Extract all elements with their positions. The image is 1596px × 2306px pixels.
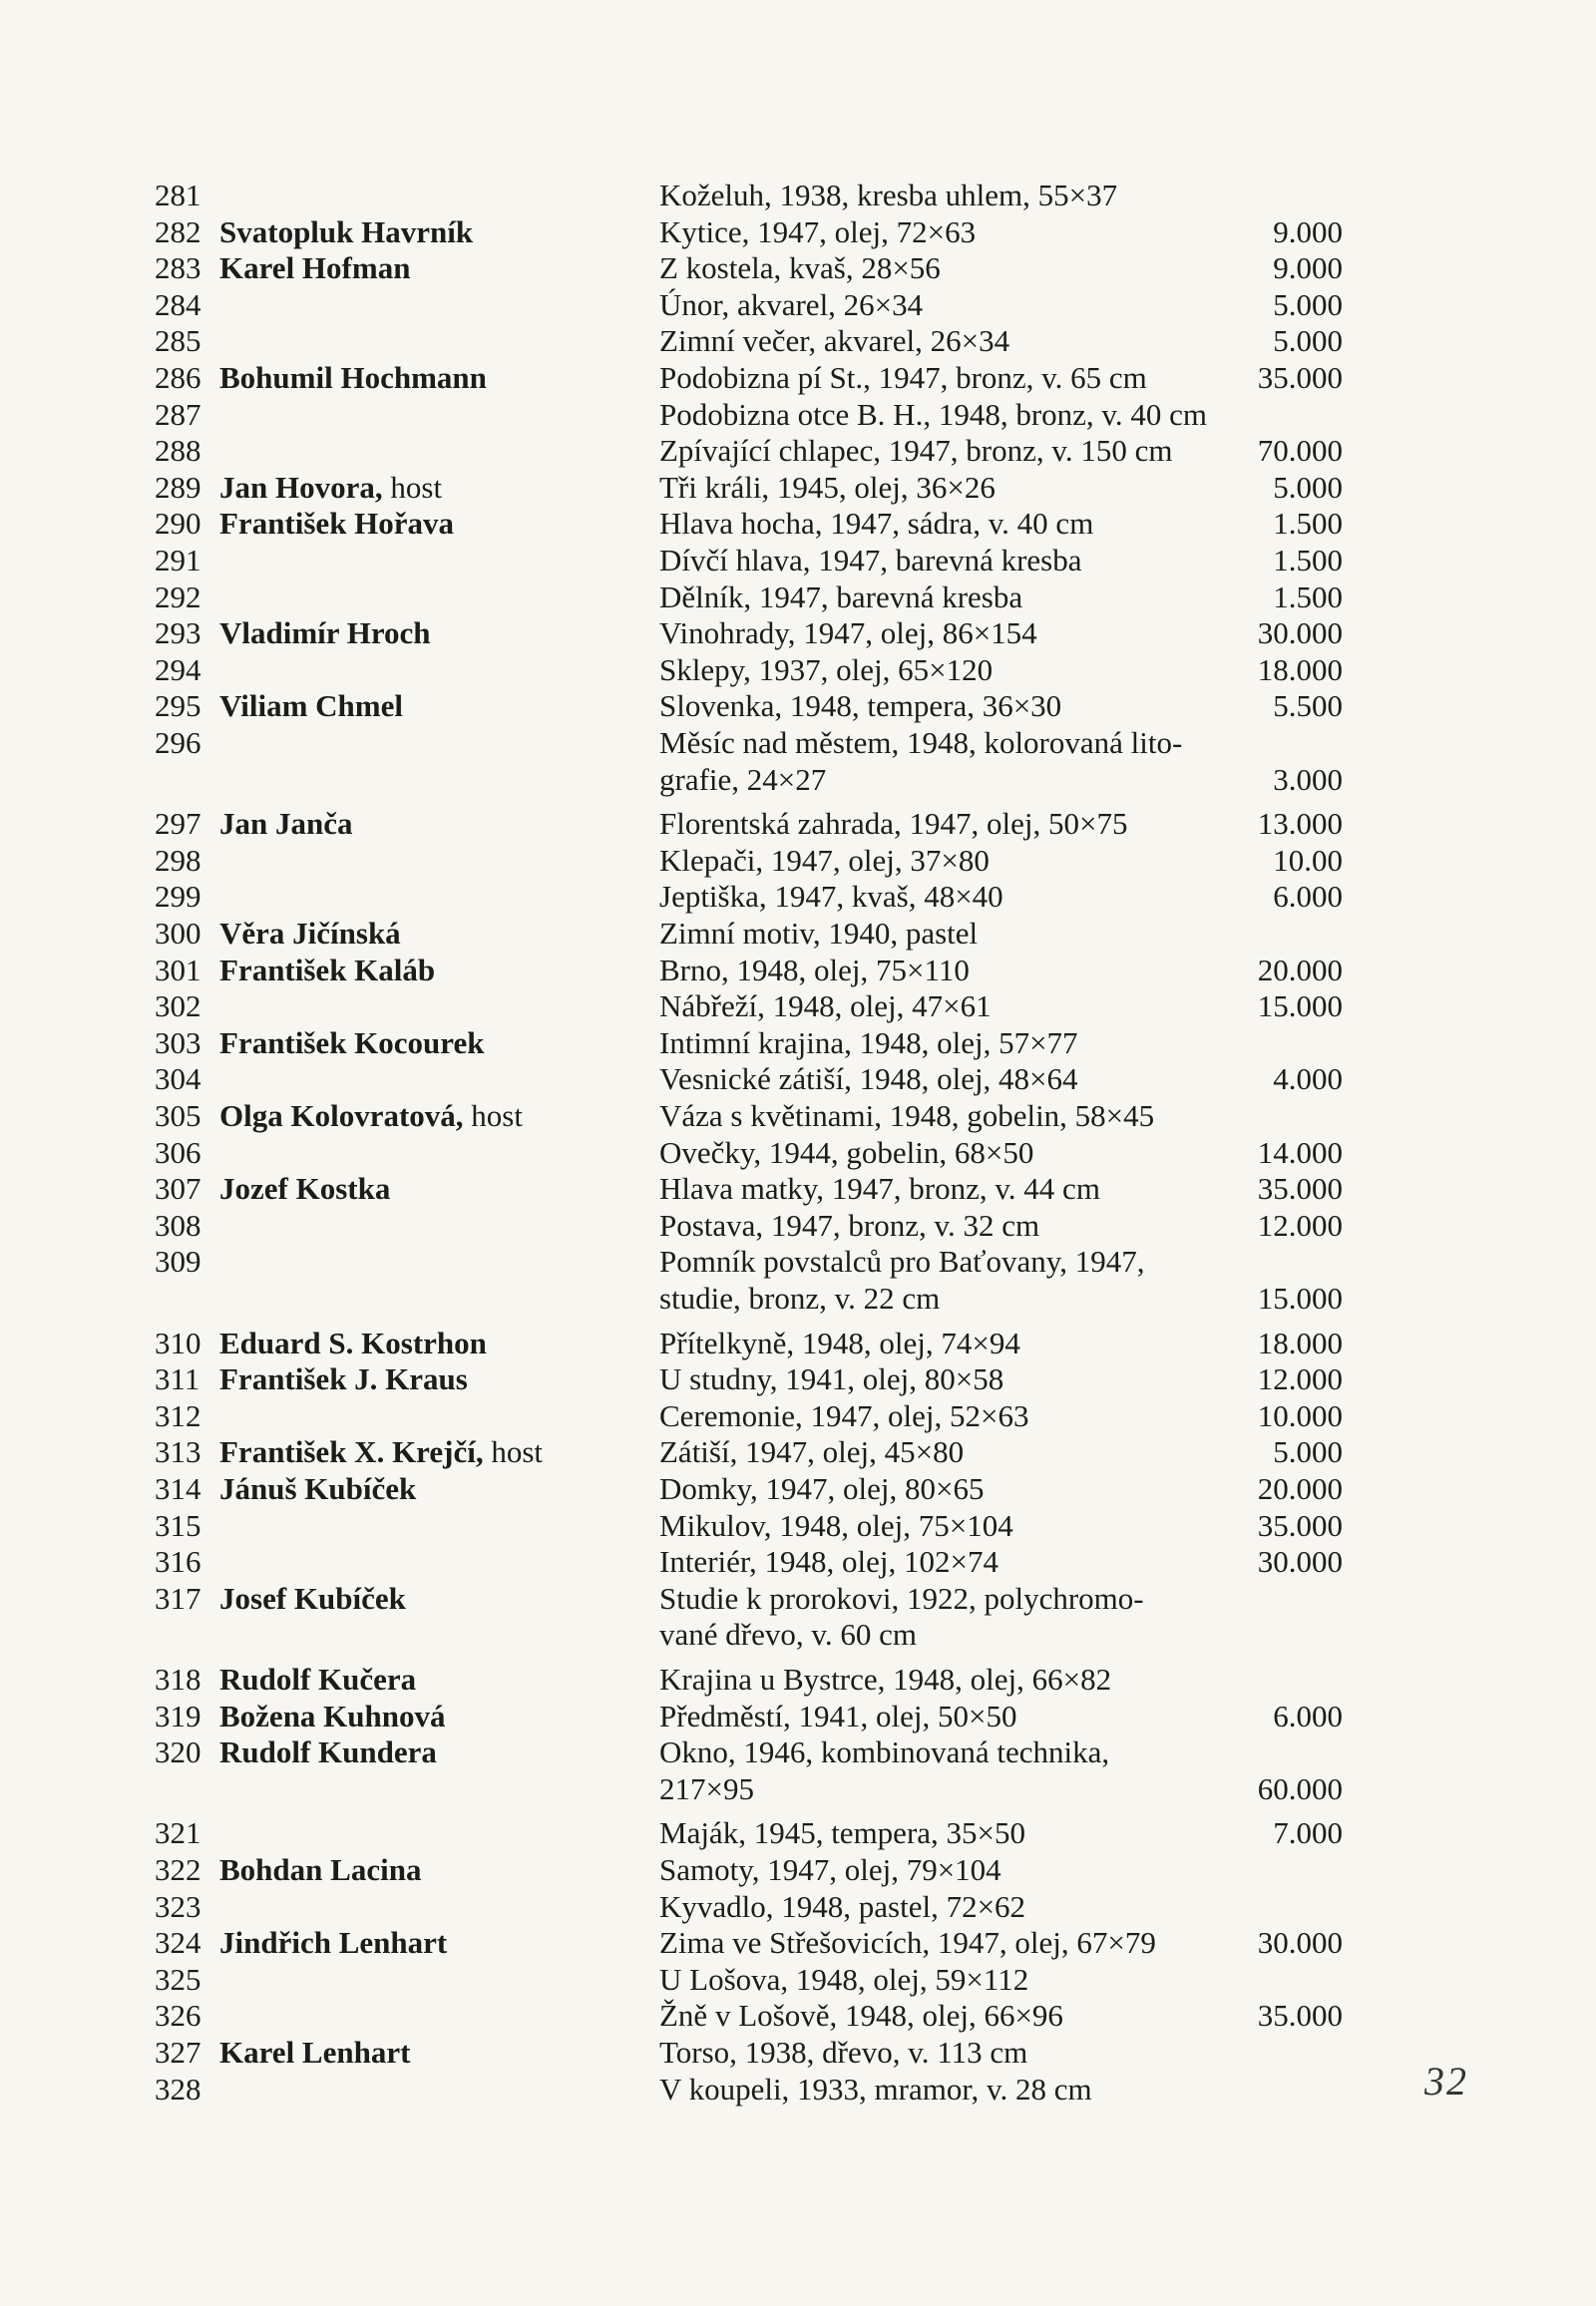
work-description: Slovenka, 1948, tempera, 36×30 <box>659 688 1062 724</box>
catalog-entry <box>0 1889 1596 1926</box>
work-description: Z kostela, kvaš, 28×56 <box>659 250 941 286</box>
artist-name-text: František J. Kraus <box>219 1361 468 1397</box>
artist-name <box>219 1734 437 1771</box>
entry-number: 289 <box>155 469 201 505</box>
artist-name <box>219 1025 485 1062</box>
price: 5.000 <box>1273 469 1343 505</box>
work-description: Zimní večer, akvarel, 26×34 <box>659 323 1010 359</box>
catalog-entry <box>0 1135 1596 1172</box>
price: 30.000 <box>1257 615 1343 651</box>
catalog-entry-continuation <box>0 762 1596 799</box>
price: 15.000 <box>1257 988 1343 1024</box>
work-description: studie, bronz, v. 22 cm <box>659 1281 941 1316</box>
artist-name <box>219 1925 447 1962</box>
artist-name-text: František Hořava <box>219 506 455 542</box>
price: 18.000 <box>1257 1325 1343 1360</box>
artist-name-text: Jozef Kostka <box>219 1171 391 1207</box>
entry-number: 305 <box>155 1098 201 1133</box>
work-description: Žně v Lošově, 1948, olej, 66×96 <box>659 1998 1063 2034</box>
work-description: Okno, 1946, kombinovaná technika, <box>659 1734 1110 1770</box>
work-description: Vesnické zátiší, 1948, olej, 48×64 <box>659 1061 1078 1097</box>
entry-number: 287 <box>155 396 201 432</box>
artist-name <box>219 1471 416 1508</box>
entry-number: 281 <box>155 178 201 212</box>
entry-number: 311 <box>155 1361 200 1397</box>
entry-number: 294 <box>155 651 201 687</box>
work-description: Jeptiška, 1947, kvaš, 48×40 <box>659 879 1003 915</box>
work-description: Měsíc nad městem, 1948, kolorovaná lito- <box>659 725 1183 760</box>
artist-name-text: Bohdan Lacina <box>219 1852 422 1887</box>
catalog-entry <box>0 1962 1596 1999</box>
catalog-entry <box>0 916 1596 953</box>
artist-name-text: František Kocourek <box>219 1024 485 1060</box>
catalog-entry <box>0 1208 1596 1245</box>
entry-number: 295 <box>155 688 201 724</box>
catalog-entry <box>0 615 1596 652</box>
work-description: Zima ve Střešovicích, 1947, olej, 67×79 <box>659 1925 1156 1961</box>
artist-name <box>219 615 431 652</box>
artist-name <box>219 2035 410 2072</box>
catalog-entry <box>0 1398 1596 1435</box>
catalog-entry <box>0 1925 1596 1962</box>
entry-number: 322 <box>155 1852 201 1887</box>
work-description: Vinohrady, 1947, olej, 86×154 <box>659 615 1037 651</box>
work-description: Kytice, 1947, olej, 72×63 <box>659 213 977 249</box>
entry-number: 284 <box>155 286 201 322</box>
artist-name-text: Viliam Chmel <box>219 688 403 724</box>
artist-name <box>219 806 353 843</box>
entry-number: 324 <box>155 1925 201 1961</box>
catalog-entry <box>0 879 1596 916</box>
catalog-entry <box>0 843 1596 880</box>
catalog-entry <box>0 1662 1596 1699</box>
catalog-entry <box>0 1361 1596 1398</box>
artist-name <box>219 916 401 953</box>
catalog-entry-continuation <box>0 1771 1596 1808</box>
catalog-entry <box>0 323 1596 360</box>
entry-number: 300 <box>155 916 201 951</box>
catalog-entry <box>0 1471 1596 1508</box>
catalog-entry <box>0 1544 1596 1581</box>
catalog-entry-continuation <box>0 1281 1596 1318</box>
price: 35.000 <box>1257 360 1343 395</box>
artist-name-text: Karel Hofman <box>219 250 411 286</box>
price: 10.00 <box>1273 842 1343 878</box>
artist-name-text: Eduard S. Kostrhon <box>219 1325 487 1360</box>
price: 18.000 <box>1257 651 1343 687</box>
catalog-entry-continuation <box>0 1617 1596 1654</box>
work-description: Podobizna otce B. H., 1948, bronz, v. 40 cm <box>659 396 1208 432</box>
catalog-entry <box>0 1734 1596 1771</box>
work-description: Koželuh, 1938, kresba uhlem, 55×37 <box>659 178 1118 212</box>
price: 5.000 <box>1273 1434 1343 1470</box>
entry-number: 327 <box>155 2035 201 2070</box>
work-description: Únor, akvarel, 26×34 <box>659 286 924 322</box>
entry-number: 286 <box>155 360 201 395</box>
price: 9.000 <box>1273 250 1343 286</box>
entry-number: 326 <box>155 1998 201 2034</box>
catalog-entry <box>0 2035 1596 2072</box>
catalog-entry <box>0 688 1596 725</box>
artist-name <box>219 1171 390 1208</box>
entry-number: 299 <box>155 879 201 915</box>
price: 9.000 <box>1273 213 1343 249</box>
work-description: Hlava hocha, 1947, sádra, v. 40 cm <box>659 506 1094 542</box>
work-description: Samoty, 1947, olej, 79×104 <box>659 1852 1001 1887</box>
work-description: Brno, 1948, olej, 75×110 <box>659 952 970 987</box>
artist-name-text: Svatopluk Havrník <box>219 213 474 249</box>
work-description: Zimní motiv, 1940, pastel <box>659 916 979 951</box>
work-description: Dělník, 1947, barevná kresba <box>659 578 1023 614</box>
price: 1.500 <box>1273 578 1343 614</box>
entry-number: 309 <box>155 1244 201 1280</box>
price: 35.000 <box>1257 1998 1343 2034</box>
catalog-entry <box>0 1815 1596 1852</box>
price: 15.000 <box>1257 1281 1343 1316</box>
price: 5.500 <box>1273 688 1343 724</box>
entry-number: 328 <box>155 2071 201 2107</box>
work-description: Kyvadlo, 1948, pastel, 72×62 <box>659 1888 1026 1924</box>
work-description: vané dřevo, v. 60 cm <box>659 1617 917 1653</box>
artist-name <box>219 688 403 725</box>
catalog-entry <box>0 1326 1596 1362</box>
work-description: Hlava matky, 1947, bronz, v. 44 cm <box>659 1171 1100 1207</box>
work-description: Dívčí hlava, 1947, barevná kresba <box>659 543 1082 577</box>
work-description: Tři králi, 1945, olej, 36×26 <box>659 469 996 505</box>
catalog-entry <box>0 1434 1596 1471</box>
entry-number: 307 <box>155 1171 201 1207</box>
price: 1.500 <box>1273 543 1343 577</box>
artist-name <box>219 360 487 397</box>
artist-name-text: Josef Kubíček <box>219 1580 406 1616</box>
work-description: grafie, 24×27 <box>659 761 827 797</box>
entry-number: 301 <box>155 952 201 987</box>
entry-number: 292 <box>155 578 201 614</box>
artist-name-text: František Kaláb <box>219 952 436 987</box>
entry-number: 308 <box>155 1207 201 1243</box>
page-number: 32 <box>1424 2059 1468 2104</box>
price: 20.000 <box>1257 952 1343 987</box>
work-description: Mikulov, 1948, olej, 75×104 <box>659 1507 1013 1543</box>
entry-number: 303 <box>155 1024 201 1060</box>
entry-number: 288 <box>155 433 201 469</box>
artist-name-text: František X. Krejčí, <box>219 1434 484 1470</box>
entry-number: 316 <box>155 1544 201 1580</box>
entry-number: 321 <box>155 1815 201 1851</box>
artist-name-text: Věra Jičínská <box>219 916 401 951</box>
catalog-entry <box>0 1098 1596 1135</box>
catalog-entry <box>0 2072 1596 2109</box>
artist-name-text: Jánuš Kubíček <box>219 1471 417 1506</box>
entry-number: 293 <box>155 615 201 651</box>
work-description: Zpívající chlapec, 1947, bronz, v. 150 cm <box>659 433 1173 469</box>
entry-number: 319 <box>155 1698 201 1733</box>
catalog-entry <box>0 1025 1596 1062</box>
artist-name-text: Rudolf Kundera <box>219 1734 437 1770</box>
catalog-entry <box>0 433 1596 470</box>
work-description: U Lošova, 1948, olej, 59×112 <box>659 1961 1029 1997</box>
work-description: Torso, 1938, dřevo, v. 113 cm <box>659 2035 1028 2070</box>
entry-number: 283 <box>155 250 201 286</box>
catalog-entry <box>0 1998 1596 2035</box>
price: 30.000 <box>1257 1925 1343 1961</box>
catalog-entry <box>0 397 1596 434</box>
work-description: Pomník povstalců pro Baťovany, 1947, <box>659 1244 1145 1280</box>
artist-name <box>219 1852 421 1889</box>
entry-number: 320 <box>155 1734 201 1770</box>
entry-number: 306 <box>155 1134 201 1170</box>
artist-name <box>219 506 454 543</box>
catalog-entry <box>0 214 1596 251</box>
catalog-entry <box>0 988 1596 1025</box>
catalog-entry <box>0 1699 1596 1735</box>
catalog-entry <box>0 1061 1596 1098</box>
artist-name-text: Bohumil Hochmann <box>219 360 487 395</box>
entry-number: 318 <box>155 1662 201 1697</box>
catalog-entry <box>0 543 1596 579</box>
catalog-entry <box>0 806 1596 843</box>
price: 3.000 <box>1273 761 1343 797</box>
artist-name <box>219 1581 406 1618</box>
price: 14.000 <box>1257 1134 1343 1170</box>
work-description: Podobizna pí St., 1947, bronz, v. 65 cm <box>659 360 1147 395</box>
price: 6.000 <box>1273 879 1343 915</box>
entry-number: 291 <box>155 543 201 577</box>
artist-name <box>219 1361 468 1398</box>
work-description: Klepači, 1947, olej, 37×80 <box>659 842 990 878</box>
price: 12.000 <box>1257 1361 1343 1397</box>
catalog-entry <box>0 1171 1596 1208</box>
artist-name-text: Božena Kuhnová <box>219 1698 446 1733</box>
catalog-entry <box>0 652 1596 689</box>
entry-number: 285 <box>155 323 201 359</box>
work-description: Nábřeží, 1948, olej, 47×61 <box>659 988 992 1024</box>
entry-number: 310 <box>155 1325 201 1360</box>
entry-number: 315 <box>155 1507 201 1543</box>
entry-number: 314 <box>155 1471 201 1506</box>
work-description: V koupeli, 1933, mramor, v. 28 cm <box>659 2071 1092 2107</box>
artist-name <box>219 250 410 287</box>
work-description: Ceremonie, 1947, olej, 52×63 <box>659 1397 1029 1433</box>
entry-number: 325 <box>155 1961 201 1997</box>
catalog-entry <box>0 506 1596 543</box>
work-description: Studie k prorokovi, 1922, polychromo- <box>659 1580 1144 1616</box>
work-description: Maják, 1945, tempera, 35×50 <box>659 1815 1026 1851</box>
work-description: Florentská zahrada, 1947, olej, 50×75 <box>659 806 1128 842</box>
work-description: 217×95 <box>659 1770 754 1806</box>
entry-number: 317 <box>155 1580 201 1616</box>
price: 7.000 <box>1273 1815 1343 1851</box>
price: 4.000 <box>1273 1061 1343 1097</box>
entry-number: 304 <box>155 1061 201 1097</box>
work-description: Zátiší, 1947, olej, 45×80 <box>659 1434 965 1470</box>
price: 35.000 <box>1257 1507 1343 1543</box>
entry-number: 282 <box>155 213 201 249</box>
work-description: Krajina u Bystrce, 1948, olej, 66×82 <box>659 1662 1112 1697</box>
host-label: host <box>390 469 443 505</box>
artist-name <box>219 214 473 251</box>
price: 6.000 <box>1273 1698 1343 1733</box>
artist-name <box>219 1098 523 1135</box>
artist-name-text: Jindřich Lenhart <box>219 1925 448 1961</box>
artist-name <box>219 953 435 989</box>
artist-name-text: Olga Kolovratová, <box>219 1098 464 1133</box>
artist-name <box>219 1699 446 1735</box>
entry-number: 312 <box>155 1397 201 1433</box>
catalog-entry <box>0 725 1596 762</box>
work-description: Intimní krajina, 1948, olej, 57×77 <box>659 1024 1078 1060</box>
artist-name-text: Rudolf Kučera <box>219 1662 417 1697</box>
price: 10.000 <box>1257 1397 1343 1433</box>
entry-number: 290 <box>155 506 201 542</box>
entry-number: 323 <box>155 1888 201 1924</box>
catalog-entry <box>0 360 1596 397</box>
work-description: Domky, 1947, olej, 80×65 <box>659 1471 985 1506</box>
price: 13.000 <box>1257 806 1343 842</box>
price: 1.500 <box>1273 506 1343 542</box>
entry-number: 298 <box>155 842 201 878</box>
work-description: Váza s květinami, 1948, gobelin, 58×45 <box>659 1098 1155 1133</box>
price: 35.000 <box>1257 1171 1343 1207</box>
work-description: Předměstí, 1941, olej, 50×50 <box>659 1698 1017 1733</box>
catalog-entry <box>0 953 1596 989</box>
artist-name <box>219 1662 416 1699</box>
price: 5.000 <box>1273 323 1343 359</box>
catalog-entry <box>0 1508 1596 1545</box>
artist-name-text: Jan Janča <box>219 806 353 842</box>
entry-number: 313 <box>155 1434 201 1470</box>
catalog-entry <box>0 178 1596 214</box>
artist-name-text: Jan Hovora, <box>219 469 383 505</box>
artist-name-text: Karel Lenhart <box>219 2035 411 2070</box>
catalog-entry <box>0 1581 1596 1618</box>
price: 5.000 <box>1273 286 1343 322</box>
entry-number: 297 <box>155 806 201 842</box>
work-description: Interiér, 1948, olej, 102×74 <box>659 1544 998 1580</box>
work-description: Ovečky, 1944, gobelin, 68×50 <box>659 1134 1034 1170</box>
artist-name <box>219 470 442 507</box>
work-description: Postava, 1947, bronz, v. 32 cm <box>659 1207 1040 1243</box>
catalog-entry <box>0 287 1596 324</box>
work-description: U studny, 1941, olej, 80×58 <box>659 1361 1004 1397</box>
price: 20.000 <box>1257 1471 1343 1506</box>
artist-name-text: Vladimír Hroch <box>219 615 431 651</box>
price: 12.000 <box>1257 1207 1343 1243</box>
price: 30.000 <box>1257 1544 1343 1580</box>
entry-number: 302 <box>155 988 201 1024</box>
catalog-entry <box>0 1244 1596 1281</box>
artist-name <box>219 1434 543 1471</box>
work-description: Přítelkyně, 1948, olej, 74×94 <box>659 1325 1020 1360</box>
catalog-entry <box>0 1852 1596 1889</box>
price: 70.000 <box>1257 433 1343 469</box>
host-label: host <box>491 1434 544 1470</box>
entry-number: 296 <box>155 725 201 760</box>
artist-name <box>219 1326 487 1362</box>
catalog-entry <box>0 470 1596 507</box>
host-label: host <box>471 1098 523 1133</box>
catalog-entry <box>0 250 1596 287</box>
price: 60.000 <box>1257 1770 1343 1806</box>
work-description: Sklepy, 1937, olej, 65×120 <box>659 651 994 687</box>
catalog-entry <box>0 579 1596 616</box>
